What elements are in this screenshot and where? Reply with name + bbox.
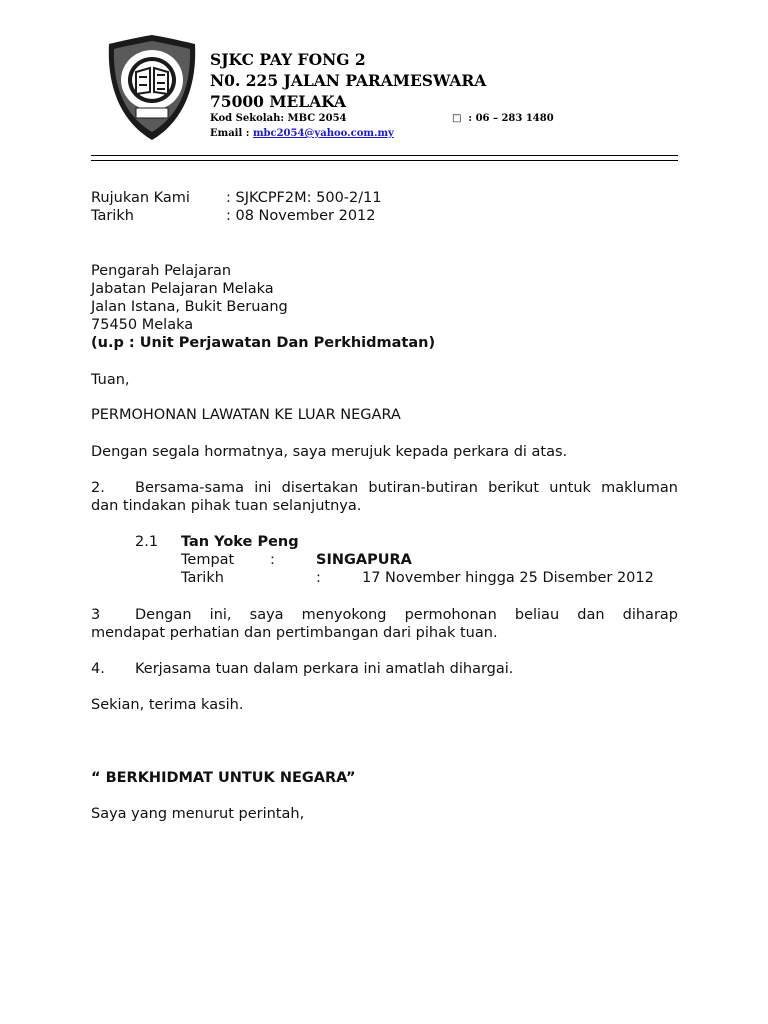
school-crest-logo <box>106 32 198 142</box>
item-number: 2.1 <box>135 534 159 550</box>
item-date-value: 17 November hingga 25 Disember 2012 <box>362 570 654 586</box>
paragraph-4-text: Kerjasama tuan dalam perkara ini amatlah dihargai. <box>135 661 514 677</box>
paragraph-3-number: 3 <box>91 607 101 623</box>
item-person-name: Tan Yoke Peng <box>181 534 299 550</box>
item-place-value: SINGAPURA <box>316 552 412 568</box>
signoff: Saya yang menurut perintah, <box>91 806 305 822</box>
subject-heading: PERMOHONAN LAWATAN KE LUAR NEGARA <box>91 407 401 423</box>
paragraph-2-text: Bersama-sama ini disertakan butiran-butiran berikut untuk makluman <box>135 480 678 496</box>
recipient-line-2: Jabatan Pelajaran Melaka <box>91 281 274 297</box>
paragraph-2-number: 2. <box>91 480 105 496</box>
motto: “ BERKHIDMAT UNTUK NEGARA” <box>91 770 356 786</box>
school-address: N0. 225 JALAN PARAMESWARA <box>210 71 487 90</box>
item-date-colon: : <box>316 570 321 586</box>
email-label: Email : <box>210 128 250 139</box>
school-postcode-city: 75000 MELAKA <box>210 92 347 111</box>
letterhead-divider-bottom <box>91 160 678 161</box>
salutation: Tuan, <box>91 372 130 388</box>
email-link[interactable]: mbc2054@yahoo.com.my <box>252 128 394 139</box>
paragraph-3-text: Dengan ini, saya menyokong permohonan beliau dan diharap <box>135 607 678 623</box>
school-code: Kod Sekolah: MBC 2054 <box>210 113 347 124</box>
item-place-label: Tempat <box>181 552 235 568</box>
paragraph-1: Dengan segala hormatnya, saya merujuk kepada perkara di atas. <box>91 444 568 460</box>
recipient-line-1: Pengarah Pelajaran <box>91 263 232 279</box>
recipient-line-3: Jalan Istana, Bukit Beruang <box>91 299 288 315</box>
school-email <box>210 128 394 139</box>
paragraph-2-line-2: dan tindakan pihak tuan selanjutnya. <box>91 498 362 514</box>
paragraph-3-line-1 <box>91 606 678 624</box>
item-place-colon: : <box>270 552 275 568</box>
school-name: SJKC PAY FONG 2 <box>210 50 366 69</box>
reference-label: Rujukan Kami <box>91 190 190 206</box>
date-value: : 08 November 2012 <box>226 208 376 224</box>
paragraph-2-line-1 <box>91 479 678 497</box>
letterhead-divider-top <box>91 155 678 156</box>
recipient-line-4: 75450 Melaka <box>91 317 194 333</box>
phone-number: : 06 – 283 1480 <box>468 113 554 124</box>
closing-line: Sekian, terima kasih. <box>91 697 244 713</box>
school-phone <box>452 113 554 124</box>
paragraph-4-number: 4. <box>91 661 105 677</box>
phone-icon: □ <box>452 113 469 124</box>
item-date-label: Tarikh <box>181 570 224 586</box>
paragraph-3-line-2: mendapat perhatian dan pertimbangan dari pihak tuan. <box>91 625 498 641</box>
recipient-attention: (u.p : Unit Perjawatan Dan Perkhidmatan) <box>91 335 436 351</box>
date-label: Tarikh <box>91 208 134 224</box>
reference-value: : SJKCPF2M: 500-2/11 <box>226 190 382 206</box>
